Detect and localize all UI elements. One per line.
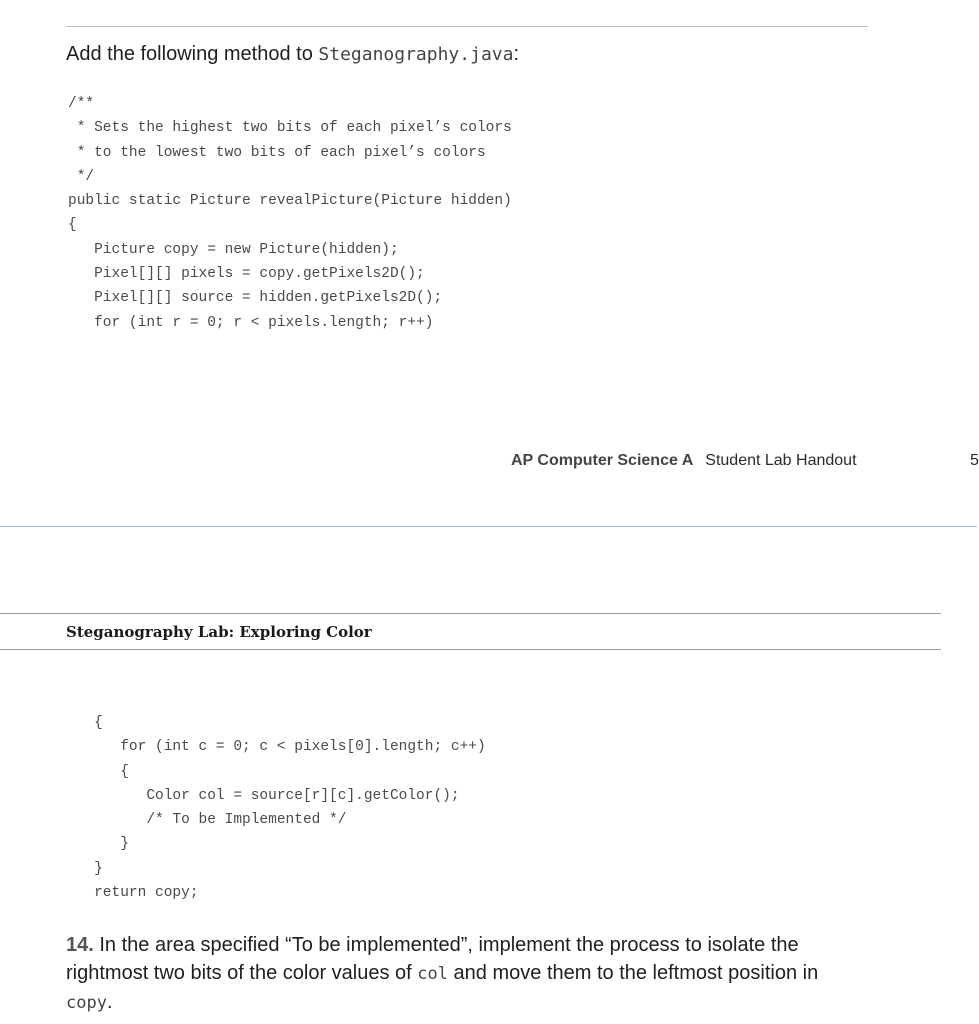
filename: Steganography.java (318, 44, 514, 65)
code-line: return copy; (68, 885, 199, 902)
question-text-a: In the area specified “To be implemented”, implement the process to isolate the rightmost two bits of the color values of (66, 934, 799, 984)
question-14 (66, 931, 836, 1017)
header-rule-top (0, 613, 941, 614)
code-line: * Sets the highest two bits of each pixel’s colors (68, 120, 512, 137)
code-line: { (68, 715, 103, 731)
code-line: for (int c = 0; c < pixels[0].length; c++) (68, 739, 486, 756)
running-header-title: Steganography Lab: Exploring Color (66, 623, 372, 641)
code-line: */ (68, 168, 95, 185)
question-number: 14. (66, 934, 94, 956)
page-number: 5 (970, 452, 979, 469)
question-text-c: . (106, 991, 113, 1013)
question-text-b: and move them to the leftmost position in (448, 962, 819, 984)
code-line: * to the lowest two bits of each pixel’s colors (68, 144, 486, 161)
var-col: col (417, 964, 448, 984)
page-footer (511, 452, 857, 470)
code-line: { (68, 763, 129, 780)
page-break-divider (0, 526, 977, 527)
instruction-suffix: : (513, 43, 520, 65)
code-line: Pixel[][] pixels = copy.getPixels2D(); (68, 266, 425, 283)
code-line: } (68, 836, 129, 853)
header-rule-bottom (0, 649, 941, 650)
code-line: } (68, 860, 103, 877)
var-copy: copy (66, 993, 107, 1013)
code-line: /* To be Implemented */ (68, 812, 347, 829)
code-block-reveal-picture (68, 92, 512, 335)
footer-doc-type: Student Lab Handout (705, 452, 857, 469)
code-line: /** (68, 96, 95, 112)
code-block-continued (68, 711, 486, 905)
footer-course: AP Computer Science A (511, 452, 694, 469)
code-line: for (int r = 0; r < pixels.length; r++) (68, 314, 434, 331)
code-line: { (68, 217, 77, 234)
code-line: Pixel[][] source = hidden.getPixels2D(); (68, 290, 443, 307)
instruction-prefix: Add the following method to (66, 43, 319, 65)
instruction-line (66, 43, 519, 66)
top-divider (66, 26, 868, 27)
code-line: Picture copy = new Picture(hidden); (68, 241, 399, 258)
code-line: Color col = source[r][c].getColor(); (68, 787, 460, 804)
code-line: public static Picture revealPicture(Picture hidden) (68, 193, 512, 210)
